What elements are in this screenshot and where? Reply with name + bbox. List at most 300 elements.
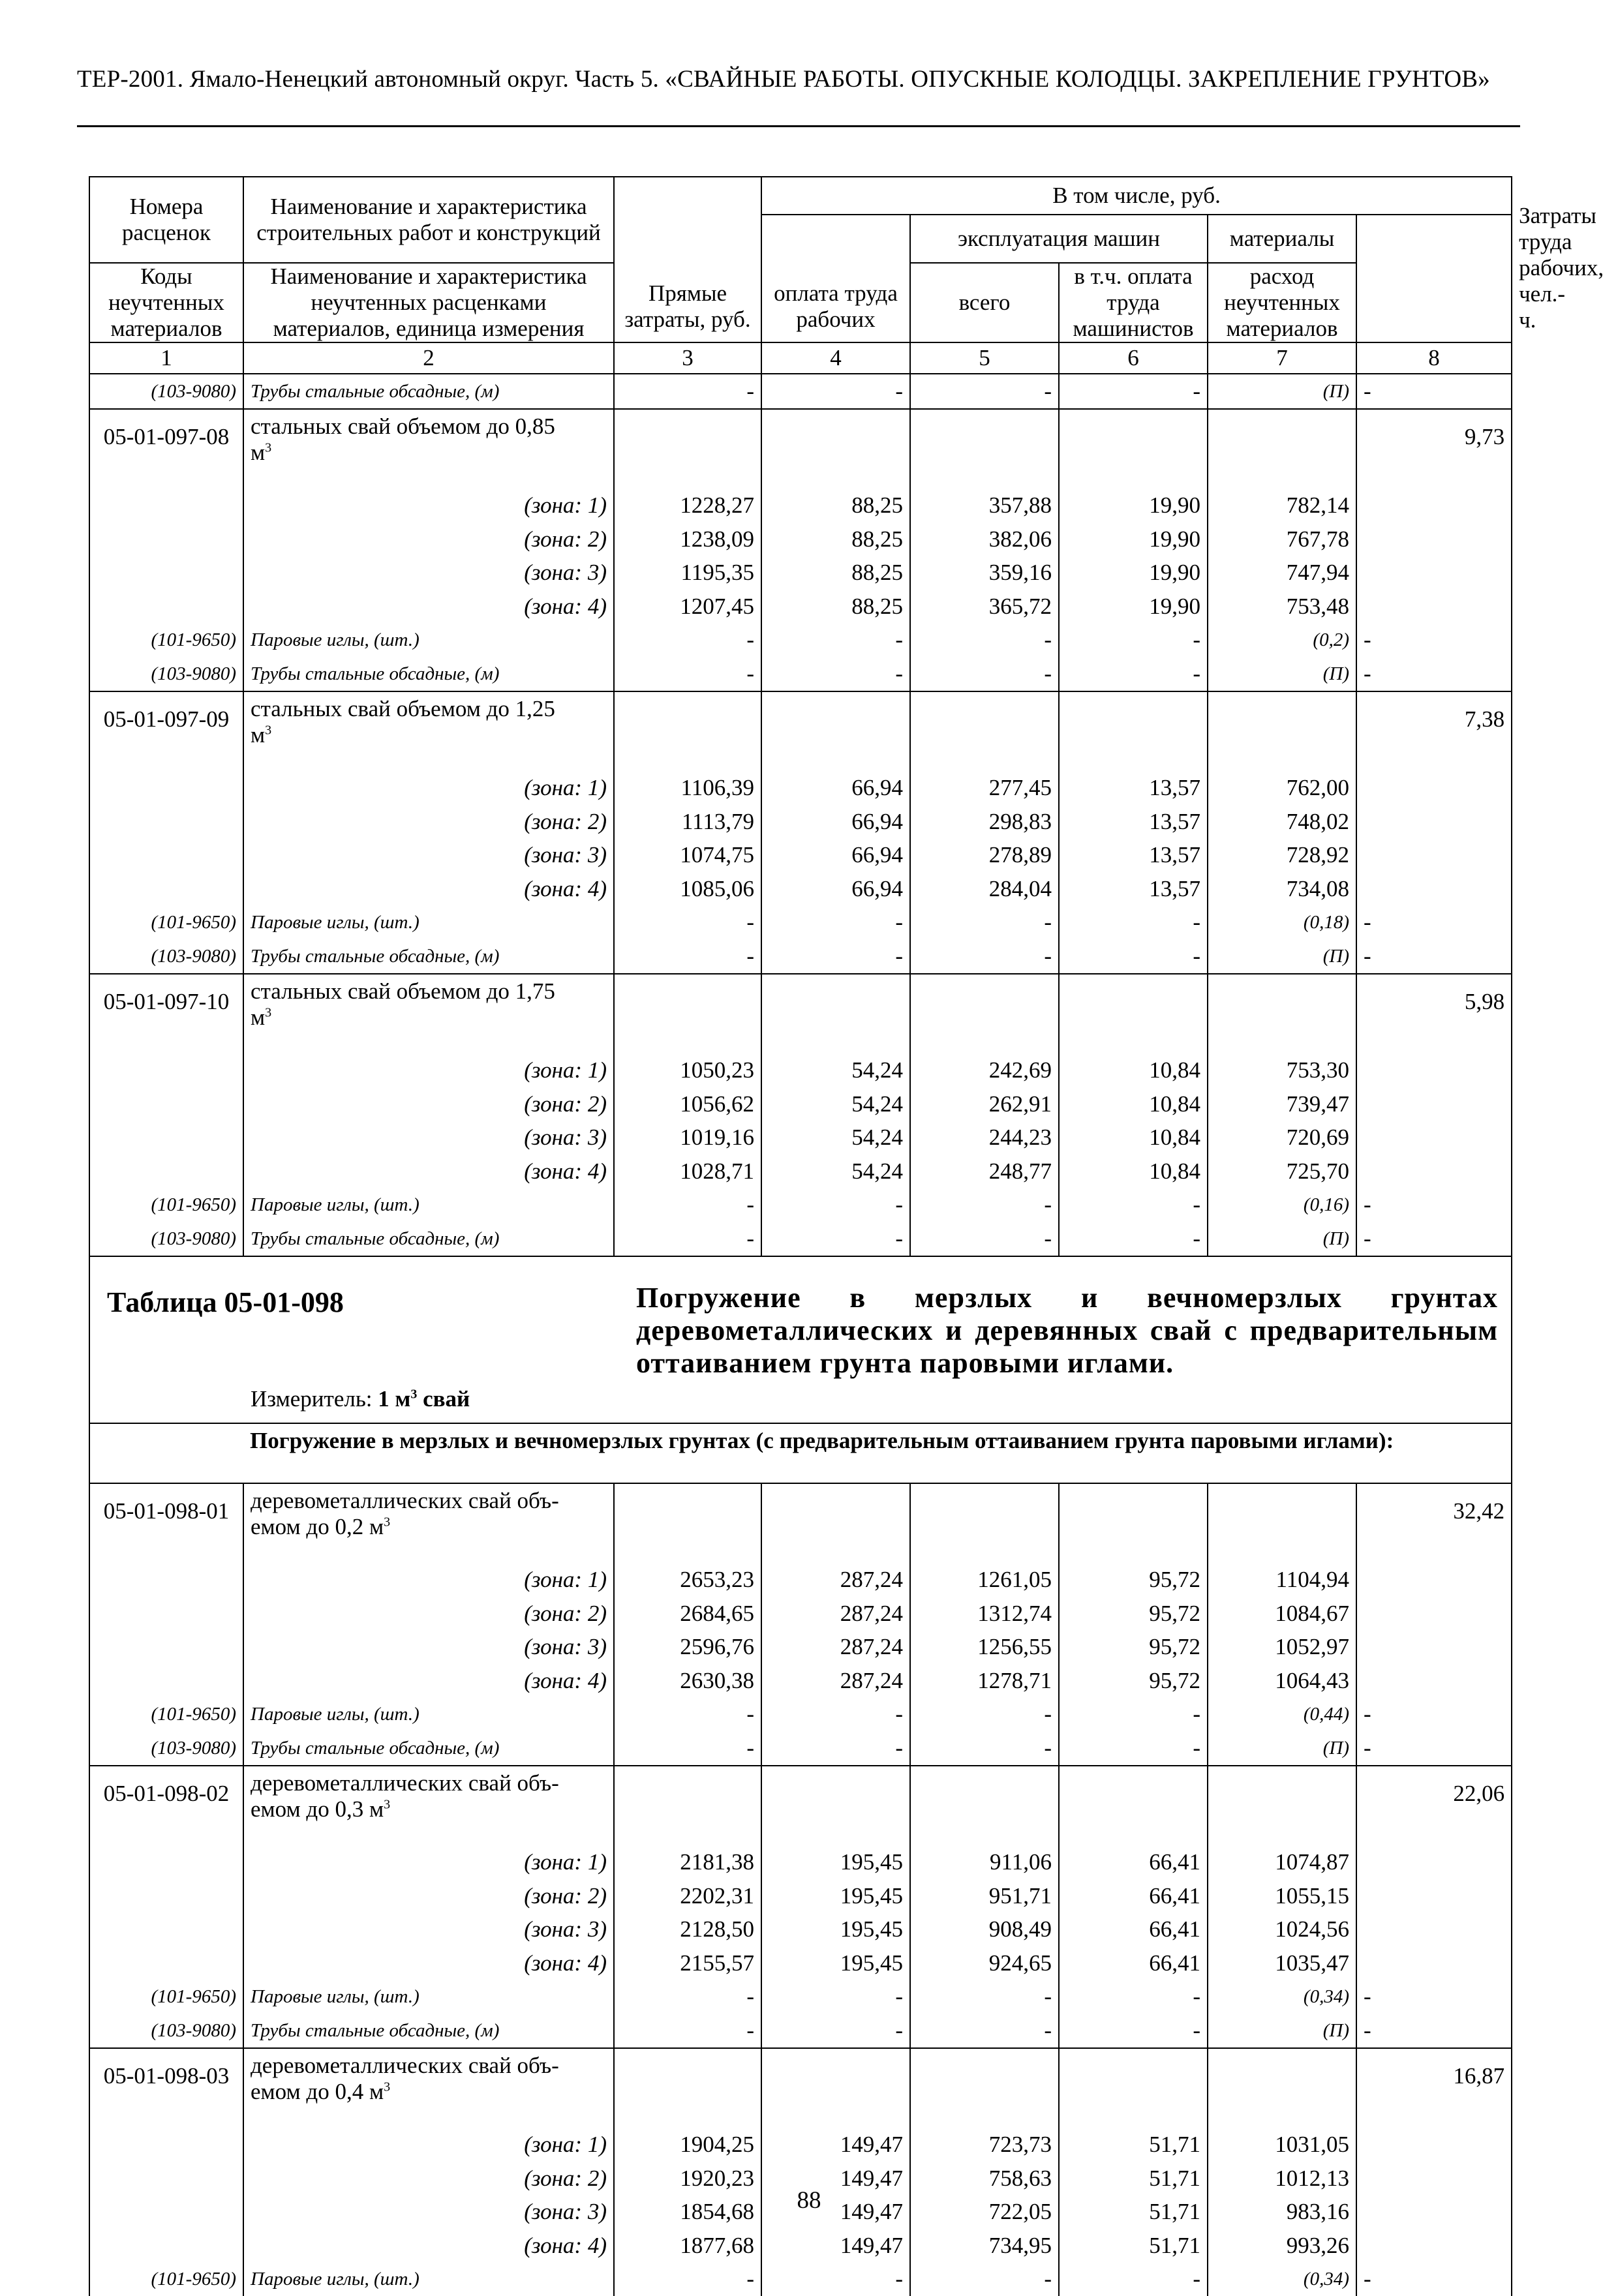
meter-suffix: свай [417,1386,470,1412]
direct-cost: 2596,76 [614,1631,761,1665]
rate-name-line1: деревометаллических свай объ- [251,1770,559,1796]
cell-dash: - [761,939,910,974]
zone-label: (зона: 1) [243,2128,614,2162]
cell-dash: - [1059,374,1208,409]
cell-dash-left: - [1356,1222,1512,1256]
materials: 1064,43 [1208,1664,1356,1698]
material-code: (103-9080) [89,1222,243,1256]
cell-dash: - [761,906,910,940]
zone-label: (зона: 1) [243,489,614,523]
zone-row [89,1121,1512,1155]
materials: 1084,67 [1208,1597,1356,1631]
section-row [89,1423,1512,1483]
page-number: 88 [770,2186,848,2214]
material-qty: (0,34) [1208,1980,1356,2014]
machinists-wages: 95,72 [1059,1597,1208,1631]
table-label: Таблица 05-01-098 [107,1287,344,1318]
materials: 747,94 [1208,556,1356,590]
rate-row [89,1766,1512,1846]
wages: 195,45 [761,1913,910,1947]
zone-row [89,1155,1512,1188]
cell-dash-left: - [1356,2014,1512,2048]
material-row [89,1188,1512,1222]
header-direct-costs: Прямые затраты, руб. [614,177,761,342]
unit-sup: 3 [265,440,271,455]
direct-cost: 1877,68 [614,2229,761,2263]
zone-row [89,1087,1512,1121]
unit-sup: 3 [265,1005,271,1020]
cell-dash: - [761,1980,910,2014]
zone-row [89,805,1512,839]
cell-dash-left: - [1356,1980,1512,2014]
rate-row [89,974,1512,1054]
zone-row [89,872,1512,906]
direct-cost: 1056,62 [614,1087,761,1121]
machines-total: 262,91 [910,1087,1059,1121]
zone-label: (зона: 4) [243,1155,614,1188]
material-qty: (0,18) [1208,906,1356,940]
zone-row [89,2229,1512,2263]
table-heading-left [89,1256,614,1423]
materials: 748,02 [1208,805,1356,839]
header-material-name: Наименование и характеристика неучтенных расценками материалов, единица измерения [243,263,614,342]
direct-cost: 2202,31 [614,1879,761,1913]
section-title: Погружение в мерзлых и вечномерзлых грунтах (с предварительным оттаиванием грунта паровыми иглами): [243,1423,1512,1483]
direct-cost: 1228,27 [614,489,761,523]
material-qty: (П) [1208,374,1356,409]
machinists-wages: 66,41 [1059,1846,1208,1880]
wages: 149,47 [761,2162,910,2196]
header-title: ТЕР-2001. Ямало-Ненецкий автономный округ. Часть 5. «СВАЙНЫЕ РАБОТЫ. ОПУСКНЫЕ КОЛОДЦЫ. ЗАКРЕПЛЕНИЕ ГРУНТОВ» [77,66,1490,93]
material-row [89,2263,1512,2296]
machinists-wages: 13,57 [1059,772,1208,806]
material-row [89,624,1512,657]
cell-dash-left: - [1356,624,1512,657]
material-code: (103-9080) [89,2014,243,2048]
header-material-codes: Коды неучтенных материалов [89,263,243,342]
unit-m: м [251,1004,265,1030]
header-materials: материалы [1208,215,1356,263]
machinists-wages: 95,72 [1059,1563,1208,1597]
machinists-wages: 95,72 [1059,1664,1208,1698]
material-qty: (П) [1208,2014,1356,2048]
materials: 1055,15 [1208,1879,1356,1913]
material-name: Паровые иглы, (шт.) [243,906,614,940]
col-num: 2 [243,342,614,374]
rate-name [243,1483,614,1563]
cell-dash: - [910,1980,1059,2014]
machines-total: 924,65 [910,1946,1059,1980]
material-qty: (0,2) [1208,624,1356,657]
wages: 66,94 [761,872,910,906]
rate-name [243,2048,614,2128]
cell-dash: - [910,906,1059,940]
wages: 287,24 [761,1597,910,1631]
direct-cost: 1074,75 [614,839,761,873]
materials: 1031,05 [1208,2128,1356,2162]
material-row [89,1222,1512,1256]
cell-dash: - [910,1222,1059,1256]
cell-dash: - [910,939,1059,974]
table-heading-right [614,1256,1512,1423]
table-description: Погружение в мерзлых и вечномерзлых грунтах деревометаллических и деревянных свай с предварительным оттаиванием грунта паровыми иглами. [636,1282,1498,1380]
rate-name [243,691,614,772]
cell-dash: - [761,2263,910,2296]
cell-dash: - [761,1188,910,1222]
cell-dash: - [614,624,761,657]
rate-name-text: стальных свай объемом до 1,25 [251,696,555,721]
machines-total: 284,04 [910,872,1059,906]
zone-label: (зона: 2) [243,2162,614,2196]
col-num: 4 [761,342,910,374]
cell-dash: - [1059,1731,1208,1766]
rate-code: 05-01-098-02 [89,1766,243,1846]
cell-dash: - [614,906,761,940]
zone-row [89,2128,1512,2162]
cell-dash: - [761,2014,910,2048]
direct-cost: 1207,45 [614,590,761,624]
direct-cost: 1238,09 [614,522,761,556]
zone-label: (зона: 2) [243,805,614,839]
cell-dash: - [614,1980,761,2014]
material-code: (101-9650) [89,1188,243,1222]
material-code: (101-9650) [89,624,243,657]
material-name: Паровые иглы, (шт.) [243,2263,614,2296]
materials: 983,16 [1208,2196,1356,2229]
machines-total: 1261,05 [910,1563,1059,1597]
machines-total: 1256,55 [910,1631,1059,1665]
zone-row [89,1054,1512,1088]
cell-dash: - [910,1188,1059,1222]
material-qty: (П) [1208,657,1356,691]
material-row [89,906,1512,940]
direct-cost: 2155,57 [614,1946,761,1980]
material-code: (101-9650) [89,1980,243,2014]
machines-total: 278,89 [910,839,1059,873]
zone-row [89,522,1512,556]
table-heading-row [89,1256,1512,1423]
cell-dash: - [761,1731,910,1766]
zone-label: (зона: 4) [243,872,614,906]
machines-total: 248,77 [910,1155,1059,1188]
material-name: Трубы стальные обсадные, (м) [243,1731,614,1766]
rate-name-line1: деревометаллических свай объ- [251,1488,559,1513]
materials: 1035,47 [1208,1946,1356,1980]
material-row [89,1698,1512,1732]
cell-dash: - [761,374,910,409]
machinists-wages: 10,84 [1059,1121,1208,1155]
header-machines: эксплуатация машин [910,215,1208,263]
rate-name-text: стальных свай объемом до 0,85 [251,414,555,439]
rate-row [89,409,1512,489]
machinists-wages: 19,90 [1059,489,1208,523]
machinists-wages: 10,84 [1059,1087,1208,1121]
direct-cost: 1106,39 [614,772,761,806]
rate-name-text: стальных свай объемом до 1,75 [251,978,555,1004]
zone-row [89,489,1512,523]
direct-cost: 2630,38 [614,1664,761,1698]
cell-dash: - [614,1731,761,1766]
column-numbers-row [89,342,1512,374]
zone-row [89,1946,1512,1980]
zone-label: (зона: 2) [243,1597,614,1631]
zone-row [89,1846,1512,1880]
header-rates: Номера расценок [89,177,243,263]
direct-cost: 1085,06 [614,872,761,906]
material-code: (103-9080) [89,657,243,691]
zone-label: (зона: 4) [243,1946,614,1980]
col-num: 3 [614,342,761,374]
cell-dash: - [761,1222,910,1256]
materials: 1052,97 [1208,1631,1356,1665]
materials: 728,92 [1208,839,1356,873]
cell-dash: - [761,624,910,657]
material-qty: (0,16) [1208,1188,1356,1222]
material-name: Паровые иглы, (шт.) [243,1188,614,1222]
rate-code: 05-01-097-08 [89,409,243,489]
zone-label: (зона: 4) [243,2229,614,2263]
cell-dash: - [614,2263,761,2296]
direct-cost: 1019,16 [614,1121,761,1155]
machinists-wages: 51,71 [1059,2162,1208,2196]
material-code: (101-9650) [89,2263,243,2296]
cell-dash: - [1059,1188,1208,1222]
rate-name [243,1766,614,1846]
material-name: Паровые иглы, (шт.) [243,1698,614,1732]
machinists-wages: 13,57 [1059,805,1208,839]
material-qty: (0,34) [1208,2263,1356,2296]
machines-total: 277,45 [910,772,1059,806]
labor-cost: 7,38 [1356,691,1512,772]
col-num: 8 [1356,342,1512,374]
zone-label: (зона: 2) [243,1879,614,1913]
cell-dash: - [614,939,761,974]
cell-dash: - [910,374,1059,409]
machinists-wages: 51,71 [1059,2196,1208,2229]
wages: 88,25 [761,489,910,523]
material-code: (103-9080) [89,1731,243,1766]
machines-total: 365,72 [910,590,1059,624]
machines-total: 357,88 [910,489,1059,523]
material-qty: (П) [1208,939,1356,974]
direct-cost: 1195,35 [614,556,761,590]
wages: 66,94 [761,805,910,839]
unit-sup: 3 [384,1797,390,1811]
machines-total: 911,06 [910,1846,1059,1880]
machines-total: 242,69 [910,1054,1059,1088]
cell-dash: - [761,1698,910,1732]
zone-row [89,1597,1512,1631]
cell-dash: - [1059,657,1208,691]
material-code: (103-9080) [89,374,243,409]
unit-sup: 3 [384,2079,390,2094]
cell-dash: - [910,2014,1059,2048]
wages: 149,47 [761,2229,910,2263]
materials: 1012,13 [1208,2162,1356,2196]
wages: 54,24 [761,1087,910,1121]
zone-label: (зона: 1) [243,1563,614,1597]
material-row [89,374,1512,409]
cell-dash: - [614,2014,761,2048]
zone-label: (зона: 3) [243,1913,614,1947]
cell-dash-left: - [1356,1698,1512,1732]
zone-label: (зона: 3) [243,2196,614,2229]
cell-dash-left: - [1356,1188,1512,1222]
machines-total: 734,95 [910,2229,1059,2263]
zone-label: (зона: 3) [243,1631,614,1665]
materials: 720,69 [1208,1121,1356,1155]
header-including: В том числе, руб. [761,177,1512,215]
cell-dash-left: - [1356,1731,1512,1766]
cell-dash: - [614,1698,761,1732]
zone-label: (зона: 1) [243,1054,614,1088]
wages: 66,94 [761,772,910,806]
rate-name [243,409,614,489]
machines-total: 951,71 [910,1879,1059,1913]
rate-name [243,974,614,1054]
wages: 54,24 [761,1155,910,1188]
zone-row [89,1563,1512,1597]
material-code: (103-9080) [89,939,243,974]
col-num: 7 [1208,342,1356,374]
cell-dash: - [1059,2263,1208,2296]
rate-row [89,691,1512,772]
zone-label: (зона: 2) [243,522,614,556]
header-wages: оплата труда рабочих [761,215,910,342]
meter-value: 1 м [378,1386,410,1412]
wages: 287,24 [761,1563,910,1597]
rate-name-line2: емом до 0,4 м [251,2079,384,2104]
meter [251,1386,470,1412]
dash: - [1364,378,1371,404]
document-header [77,65,1520,94]
wages: 149,47 [761,2128,910,2162]
zone-label: (зона: 1) [243,1846,614,1880]
table-header-row-1: Номера расценок Наименование и характеристика строительных работ и конструкций Прямые затраты, руб. В том числе, руб. Затраты труда рабочих, чел.-ч. [89,177,1512,215]
cell-dash-left: - [1356,657,1512,691]
wages: 195,45 [761,1946,910,1980]
materials: 1074,87 [1208,1846,1356,1880]
cell-dash: - [1059,1222,1208,1256]
wages: 287,24 [761,1631,910,1665]
unit-m: м [251,440,265,465]
meter-label: Измеритель: [251,1386,373,1412]
cell-dash: - [910,1698,1059,1732]
machines-total: 758,63 [910,2162,1059,2196]
col-num: 1 [89,342,243,374]
materials: 1024,56 [1208,1913,1356,1947]
material-qty: (П) [1208,1222,1356,1256]
wages: 54,24 [761,1121,910,1155]
zone-row [89,772,1512,806]
direct-cost: 2653,23 [614,1563,761,1597]
rate-name-line2: емом до 0,2 м [251,1514,384,1539]
material-code: (101-9650) [89,906,243,940]
machinists-wages: 19,90 [1059,556,1208,590]
direct-cost: 1904,25 [614,2128,761,2162]
materials: 993,26 [1208,2229,1356,2263]
machinists-wages: 66,41 [1059,1913,1208,1947]
cell-dash: - [910,1731,1059,1766]
machinists-wages: 95,72 [1059,1631,1208,1665]
zone-row [89,1664,1512,1698]
machinists-wages: 51,71 [1059,2229,1208,2263]
zone-row [89,590,1512,624]
rate-code: 05-01-097-09 [89,691,243,772]
cell-dash: - [614,1222,761,1256]
material-row [89,1731,1512,1766]
machinists-wages: 66,41 [1059,1879,1208,1913]
machinists-wages: 19,90 [1059,590,1208,624]
material-qty: (0,44) [1208,1698,1356,1732]
machines-total: 244,23 [910,1121,1059,1155]
machines-total: 723,73 [910,2128,1059,2162]
cell-dash-left: - [1356,2263,1512,2296]
material-row [89,2014,1512,2048]
machinists-wages: 19,90 [1059,522,1208,556]
cell-dash: - [910,624,1059,657]
wages: 88,25 [761,590,910,624]
rate-name-line2: емом до 0,3 м [251,1796,384,1822]
meter-sup: 3 [410,1387,417,1401]
zone-label: (зона: 3) [243,839,614,873]
cell-dash: - [761,657,910,691]
cell-dash: - [1059,624,1208,657]
material-name: Трубы стальные обсадные, (м) [243,657,614,691]
rate-row [89,1483,1512,1563]
material-name: Трубы стальные обсадные, (м) [243,2014,614,2048]
material-name: Паровые иглы, (шт.) [243,624,614,657]
cell-dash-left: - [1356,939,1512,974]
header-machines-total: всего [910,263,1059,342]
zone-row [89,556,1512,590]
header-machinists-wages: в т.ч. оплата труда машинистов [1059,263,1208,342]
material-name: Трубы стальные обсадные, (м) [243,1222,614,1256]
direct-cost: 1920,23 [614,2162,761,2196]
cell-dash: - [614,374,761,409]
wages: 88,25 [761,556,910,590]
direct-cost: 1028,71 [614,1155,761,1188]
direct-cost: 1113,79 [614,805,761,839]
wages: 88,25 [761,522,910,556]
machines-total: 359,16 [910,556,1059,590]
zone-label: (зона: 4) [243,1664,614,1698]
material-name: Трубы стальные обсадные, (м) [243,374,614,409]
labor-cost: 22,06 [1356,1766,1512,1846]
col-num: 5 [910,342,1059,374]
machines-total: 1312,74 [910,1597,1059,1631]
rates-table [89,176,1512,2296]
zone-label: (зона: 3) [243,1121,614,1155]
wages: 66,94 [761,839,910,873]
machines-total: 722,05 [910,2196,1059,2229]
cell-dash: - [910,657,1059,691]
machines-total: 382,06 [910,522,1059,556]
header-rule [77,125,1520,127]
materials: 734,08 [1208,872,1356,906]
labor-cost: 16,87 [1356,2048,1512,2128]
cell-dash: - [1059,906,1208,940]
material-row [89,1980,1512,2014]
labor-cost: 5,98 [1356,974,1512,1054]
cell-dash-left: - [1356,906,1512,940]
unit-sup: 3 [265,723,271,737]
machines-total: 298,83 [910,805,1059,839]
materials: 1104,94 [1208,1563,1356,1597]
zone-row [89,1879,1512,1913]
wages: 149,47 [761,2196,910,2229]
header-material-consumption: расход неучтенных материалов [1208,263,1356,342]
